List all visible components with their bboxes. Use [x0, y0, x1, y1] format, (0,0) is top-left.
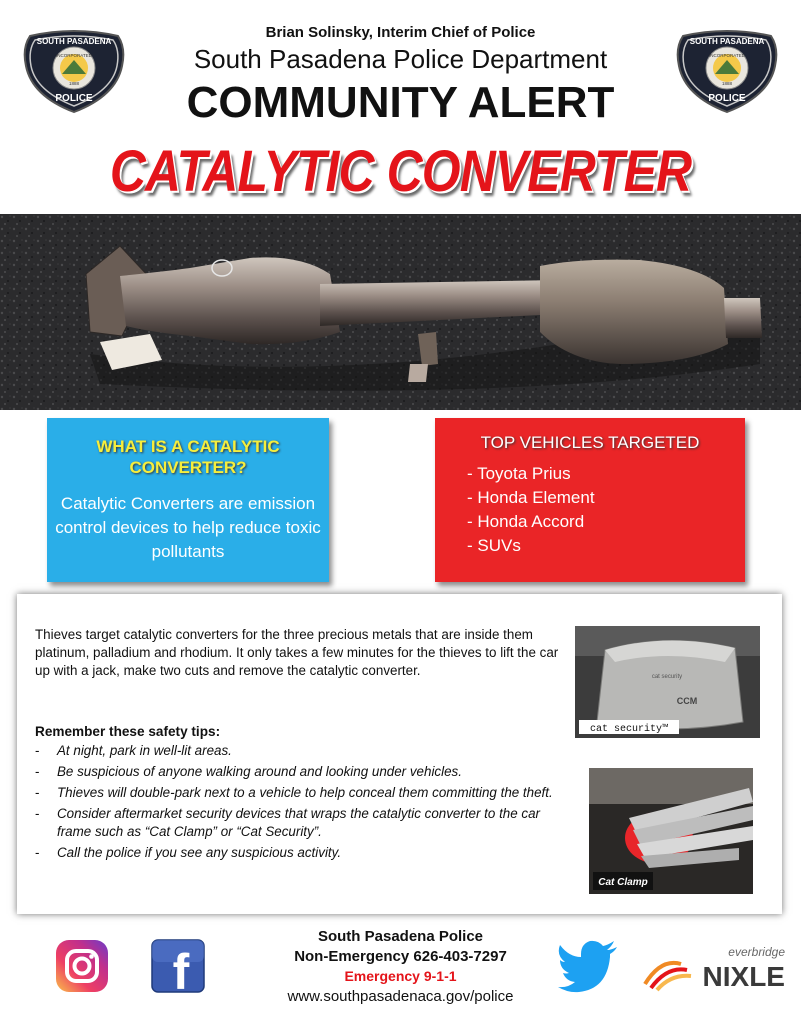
footer-org: South Pasadena Police	[317, 928, 484, 945]
safety-tips-list	[35, 742, 575, 865]
emergency-number: Emergency 9-1-1	[344, 968, 457, 984]
tip-text: At night, park in well-lit areas.	[57, 743, 232, 758]
police-badge-right-icon	[675, 30, 779, 114]
what-box-title: WHAT IS A CATALYTIC CONVERTER?	[96, 437, 280, 477]
plate-label: cat security	[651, 674, 683, 680]
badge-left-inner-text: INCORPORATED	[56, 53, 92, 58]
cat-security-logo: cat security™	[589, 724, 669, 735]
safety-tips-heading: Remember these safety tips:	[35, 724, 221, 739]
website-link[interactable]: www.southpasadenaca.gov/police	[287, 988, 514, 1005]
vehicle-item: - Toyota Prius	[467, 464, 571, 483]
facebook-icon[interactable]	[151, 939, 205, 993]
vehicle-item: - Honda Element	[467, 488, 595, 507]
what-box-description: Catalytic Converters are emission control devices to help reduce toxic pollutants	[55, 494, 321, 561]
top-vehicles-title: TOP VEHICLES TARGETED	[480, 433, 700, 452]
department-name: South Pasadena Police Department	[193, 44, 608, 74]
badge-left-bottom-text: POLICE	[55, 93, 93, 104]
info-panel	[17, 594, 782, 914]
tip-dash: -	[35, 743, 40, 758]
badge-left-top-text: SOUTH PASADENA	[36, 37, 112, 46]
tip-text: Thieves will double-park next to a vehicle to help conceal them committing the theft.	[57, 785, 553, 800]
catalytic-converter-photo	[0, 214, 801, 410]
badge-right-bottom-text: POLICE	[708, 93, 746, 104]
safety-tip	[35, 844, 575, 862]
twitter-icon[interactable]	[557, 939, 619, 993]
chief-of-police: Brian Solinsky, Interim Chief of Police	[265, 24, 536, 41]
theft-explanation: Thieves target catalytic converters for the three precious metals that are inside them platinum, palladium and rhodium. It only takes a few minutes for the thieves to lift the car up with a jack, make two cuts and remove the catalytic converter.	[35, 627, 559, 678]
safety-tip	[35, 784, 575, 802]
top-vehicles-box	[435, 418, 745, 582]
plate-ccm: CCM	[676, 696, 698, 706]
police-badge-left-icon	[22, 30, 126, 114]
cat-security-photo	[575, 626, 760, 738]
headline: CATALYTIC CONVERTER	[109, 139, 692, 204]
tip-dash: -	[35, 764, 40, 779]
badge-right-inner-text: INCORPORATED	[709, 53, 745, 58]
nixle-wordmark: NIXLE	[702, 961, 785, 992]
what-is-catalytic-converter-box	[47, 418, 329, 582]
tip-dash: -	[35, 845, 40, 860]
vehicle-item: - Honda Accord	[467, 512, 585, 531]
nixle-everbridge: everbridge	[728, 945, 785, 959]
tip-dash: -	[35, 806, 40, 821]
vehicle-list	[467, 462, 595, 558]
safety-tip	[35, 805, 575, 841]
vehicle-item: - SUVs	[467, 536, 521, 555]
safety-tip	[35, 763, 575, 781]
instagram-icon[interactable]	[55, 939, 109, 993]
tip-text: Call the police if you see any suspicious activity.	[57, 845, 342, 860]
tip-text: Consider aftermarket security devices that wraps the catalytic converter to the car frame such as “Cat Clamp” or “Cat Security”.	[57, 806, 541, 839]
badge-right-top-text: SOUTH PASADENA	[689, 37, 765, 46]
safety-tip	[35, 742, 575, 760]
non-emergency-number: Non-Emergency 626-403-7297	[294, 948, 507, 965]
community-alert-title: COMMUNITY ALERT	[186, 78, 615, 127]
badge-right-year: 1888	[721, 81, 733, 86]
cat-clamp-logo: Cat Clamp	[598, 877, 648, 888]
tip-text: Be suspicious of anyone walking around and looking under vehicles.	[57, 764, 462, 779]
nixle-logo-icon	[643, 940, 788, 992]
badge-left-year: 1888	[68, 81, 80, 86]
cat-clamp-photo	[589, 768, 753, 894]
facebook-letter: f	[172, 944, 190, 993]
tip-dash: -	[35, 785, 40, 800]
